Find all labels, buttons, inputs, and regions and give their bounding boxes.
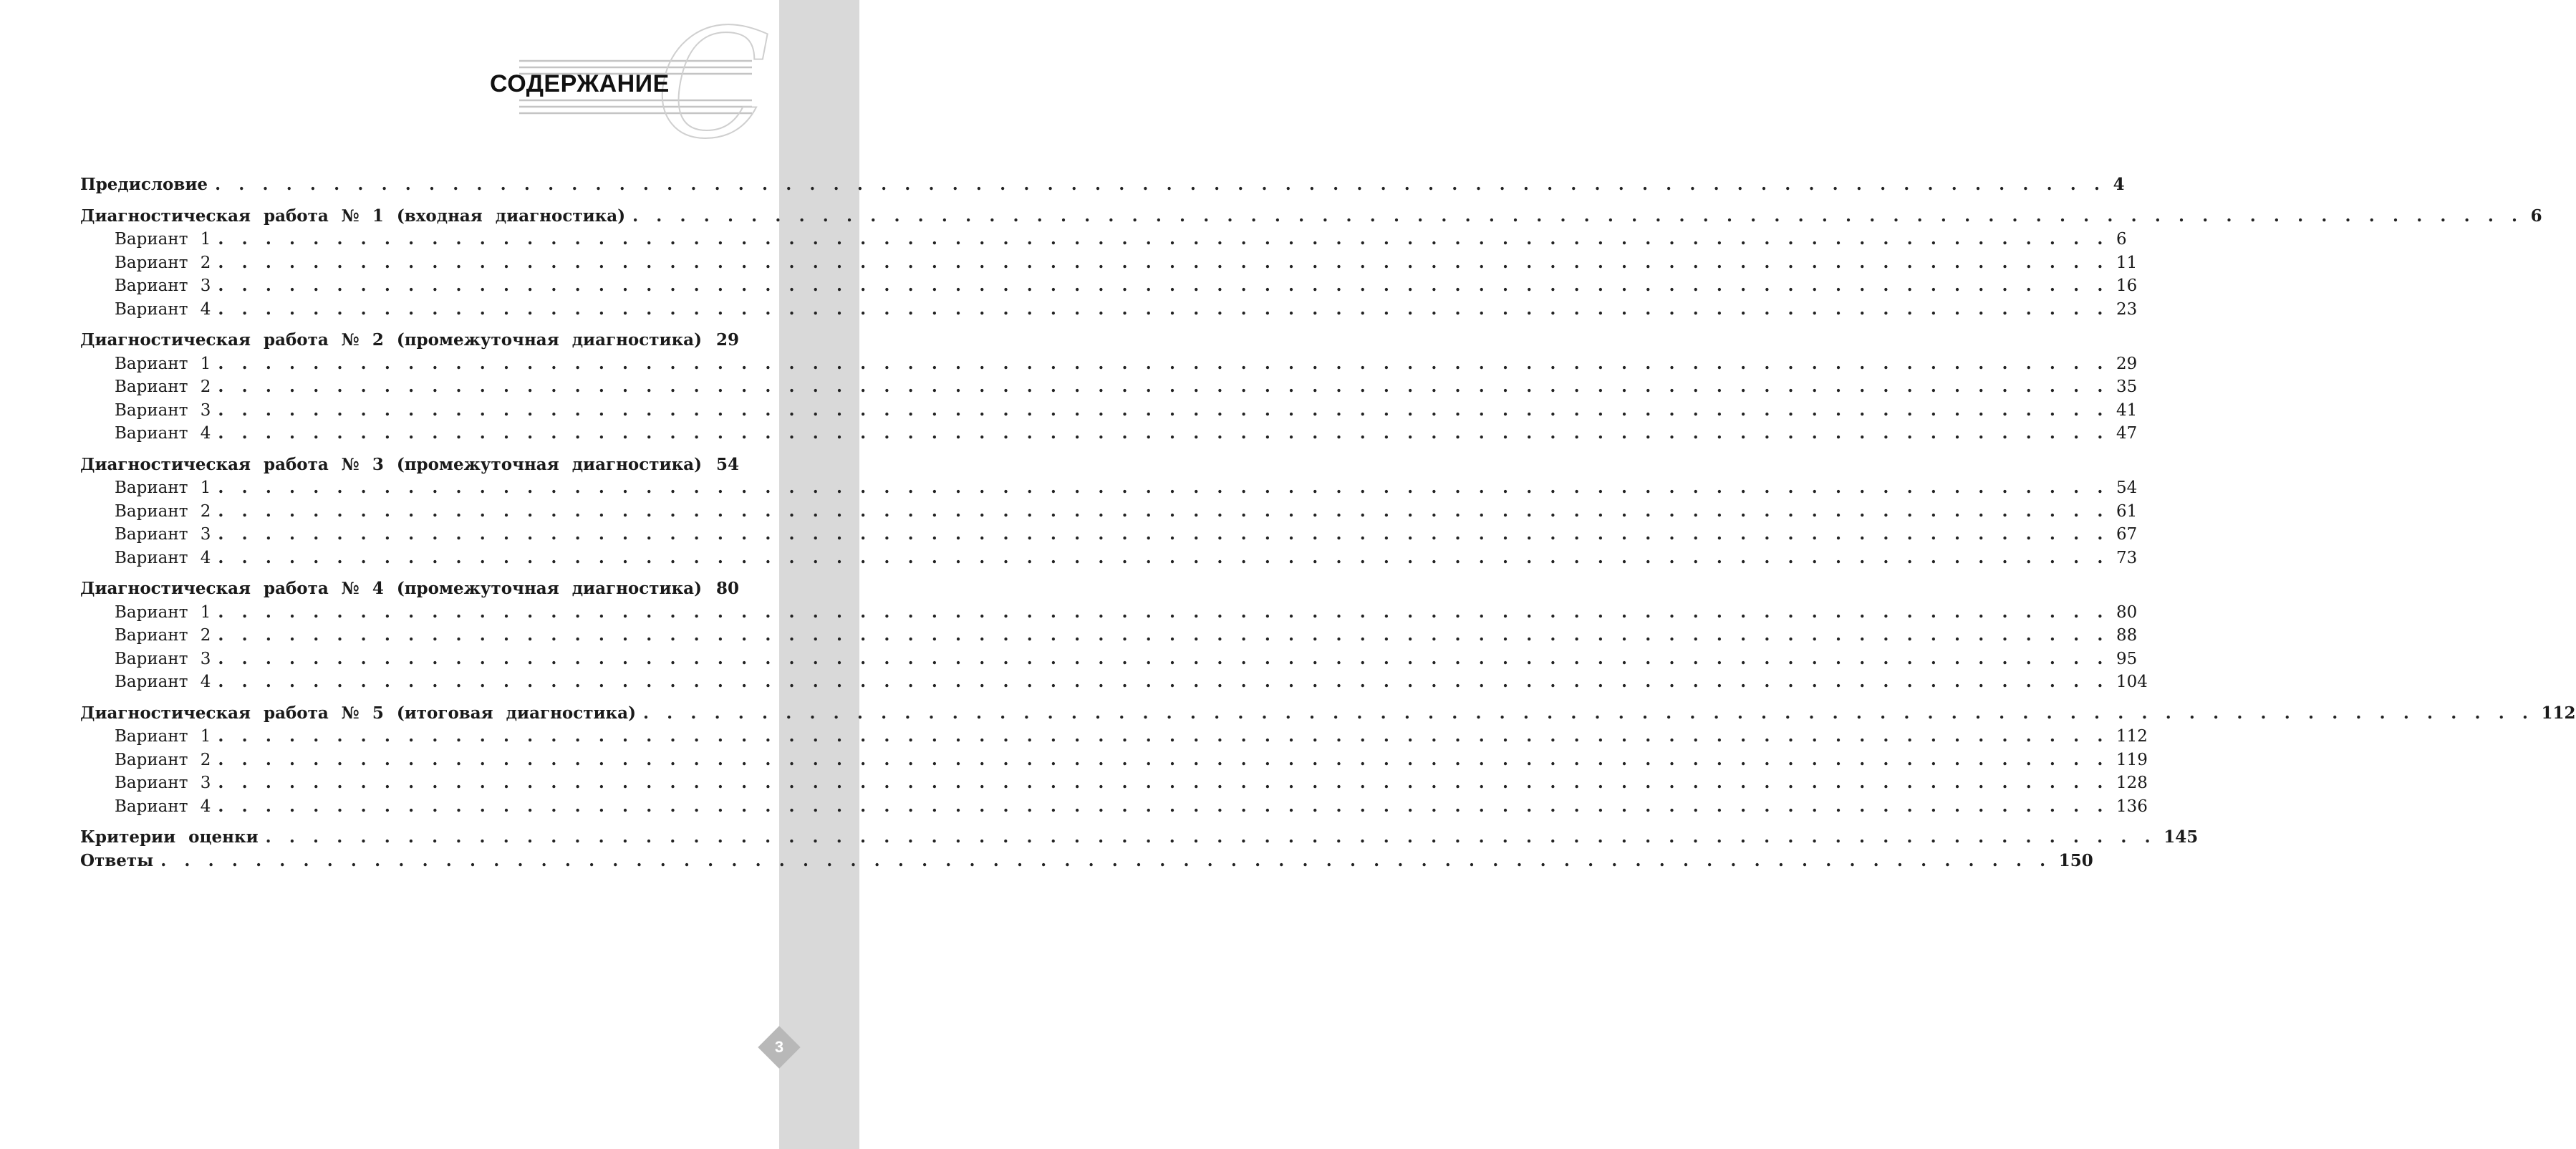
toc-entry-page: 29 — [2116, 354, 2138, 373]
toc-section-row[interactable] — [80, 205, 2542, 229]
toc-subsection-row[interactable] — [80, 523, 2138, 547]
toc-entry-page: 16 — [2116, 277, 2138, 295]
toc-subsection-row[interactable] — [80, 298, 2138, 322]
toc-entry-label: Вариант 3 — [115, 277, 211, 295]
toc-leader-dots: . . . . . . . . . . . . . . . . . . . . . . . . . . . . . . . . . . . . . . . . . . . . . . . . . . . . . . . . . . . . . . . . . . . . . . . . . . . . . . . . — [218, 796, 2109, 816]
toc-entry-page: 128 — [2116, 774, 2148, 792]
toc-entry-page: 23 — [2116, 299, 2138, 319]
toc-section-row[interactable] — [80, 329, 739, 352]
toc-entry-label: Вариант 3 — [115, 774, 211, 792]
toc-section-row[interactable] — [80, 702, 2576, 726]
toc-leader-dots: . . . . . . . . . . . . . . . . . . . . . . . . . . . . . . . . . . . . . . . . . . . . . . . . . . . . . . . . . . . . . . . . . . . . . . . . . . . . . . . . — [218, 299, 2109, 319]
toc-entry-label: Вариант 1 — [115, 354, 211, 373]
toc-entry-label: Вариант 2 — [115, 626, 211, 645]
toc-entry-page: 80 — [2116, 602, 2138, 622]
toc-entry-label: Вариант 4 — [115, 797, 211, 816]
toc-subsection-row[interactable] — [80, 476, 2138, 500]
toc-entry-page: 112 — [2541, 703, 2576, 723]
toc-subsection-row[interactable] — [80, 352, 2138, 376]
toc-leader-dots: . . . . . . . . . . . . . . . . . . . . . . . . . . . . . . . . . . . . . . . . . . . . . . . . . . . . . . . . . . . . . . . . . . . . . . . . . . . . . . . . — [265, 827, 2157, 847]
toc-entry-label: Диагностическая работа № 3 (промежуточная диагностика) — [80, 454, 702, 474]
page-title: СОДЕРЖАНИЕ — [490, 70, 670, 97]
toc-entry-page: 119 — [2116, 750, 2148, 769]
toc-section-row[interactable] — [80, 173, 2125, 197]
toc-leader-dots: . . . . . . . . . . . . . . . . . . . . . . . . . . . . . . . . . . . . . . . . . . . . . . . . . . . . . . . . . . . . . . . . . . . . . . . . . . . . . . . . — [218, 672, 2109, 691]
toc-entry-page: 150 — [2058, 850, 2093, 870]
toc-subsection-row[interactable] — [80, 375, 2138, 399]
toc-entry-label: Диагностическая работа № 2 (промежуточная диагностика) — [80, 330, 702, 350]
toc-entry-page: 95 — [2116, 649, 2138, 668]
toc-entry-label: Предисловие — [80, 175, 208, 194]
toc-entry-page: 61 — [2116, 501, 2138, 521]
toc-subsection-row[interactable] — [80, 422, 2138, 446]
side-strip — [779, 0, 859, 1149]
toc-entry-page: 112 — [2116, 727, 2148, 746]
toc-subsection-row[interactable] — [80, 795, 2148, 819]
toc-gap — [80, 197, 729, 205]
toc-leader-dots: . . . . . . . . . . . . . . . . . . . . . . . . . . . . . . . . . . . . . . . . . . . . . . . . . . . . . . . . . . . . . . . . . . . . . . . . . . . . . . . . — [218, 229, 2109, 249]
toc-entry-page: 11 — [2116, 253, 2138, 272]
toc-leader-dots: . . . . . . . . . . . . . . . . . . . . . . . . . . . . . . . . . . . . . . . . . . . . . . . . . . . . . . . . . . . . . . . . . . . . . . . . . . . . . . . . — [218, 602, 2109, 622]
toc-subsection-row[interactable] — [80, 670, 2148, 694]
ornament-letter-c: С — [655, 0, 771, 172]
toc-leader-dots: . . . . . . . . . . . . . . . . . . . . . . . . . . . . . . . . . . . . . . . . . . . . . . . . . . . . . . . . . . . . . . . . . . . . . . . . . . . . . . . . — [218, 423, 2109, 443]
toc-entry-label: Вариант 4 — [115, 548, 211, 567]
toc-entry-label: Вариант 1 — [115, 602, 211, 622]
toc-entry-label: Вариант 1 — [115, 479, 211, 497]
toc-entry-page: 67 — [2116, 525, 2138, 544]
page-number-badge — [758, 1026, 801, 1069]
toc-entry-page: 54 — [715, 454, 739, 474]
toc-entry-page: 6 — [2530, 206, 2542, 226]
toc-entry-label: Критерии оценки — [80, 827, 259, 847]
toc-entry-page: 104 — [2116, 673, 2148, 691]
toc-entry-label: Ответы — [80, 850, 154, 870]
toc-entry-page: 73 — [2116, 548, 2138, 567]
toc-leader-dots: . . . . . . . . . . . . . . . . . . . . . . . . . . . . . . . . . . . . . . . . . . . . . . . . . . . . . . . . . . . . . . . . . . . . . . . . . . . . . . . . — [218, 276, 2109, 295]
toc-entry-page: 47 — [2116, 424, 2138, 443]
toc-subsection-row[interactable] — [80, 500, 2138, 524]
toc-entry-label: Вариант 3 — [115, 525, 211, 544]
toc-leader-dots: . . . . . . . . . . . . . . . . . . . . . . . . . . . . . . . . . . . . . . . . . . . . . . . . . . . . . . . . . . . . . . . . . . . . . . . . . . . . . . . . — [632, 206, 2524, 226]
toc-leader-dots: . . . . . . . . . . . . . . . . . . . . . . . . . . . . . . . . . . . . . . . . . . . . . . . . . . . . . . . . . . . . . . . . . . . . . . . . . . . . . . . . — [218, 377, 2109, 396]
toc-entry-page: 41 — [2116, 400, 2138, 420]
toc-leader-dots: . . . . . . . . . . . . . . . . . . . . . . . . . . . . . . . . . . . . . . . . . . . . . . . . . . . . . . . . . . . . . . . . . . . . . . . . . . . . . . . . — [160, 850, 2052, 870]
toc-leader-dots: . . . . . . . . . . . . . . . . . . . . . . . . . . . . . . . . . . . . . . . . . . . . . . . . . . . . . . . . . . . . . . . . . . . . . . . . . . . . . . . . — [642, 703, 2534, 723]
toc-entry-page: 4 — [2113, 175, 2125, 194]
toc-entry-label: Вариант 1 — [115, 727, 211, 746]
toc-leader-dots: . . . . . . . . . . . . . . . . . . . . . . . . . . . . . . . . . . . . . . . . . . . . . . . . . . . . . . . . . . . . . . . . . . . . . . . . . . . . . . . . — [218, 252, 2109, 272]
toc-section-row[interactable] — [80, 850, 2093, 873]
toc-leader-dots: . . . . . . . . . . . . . . . . . . . . . . . . . . . . . . . . . . . . . . . . . . . . . . . . . . . . . . . . . . . . . . . . . . . . . . . . . . . . . . . . — [218, 547, 2109, 567]
toc-entry-label: Диагностическая работа № 1 (входная диагностика) — [80, 206, 626, 226]
toc-subsection-row[interactable] — [80, 547, 2138, 570]
toc-entry-page: 136 — [2116, 797, 2148, 816]
toc-leader-dots: . . . . . . . . . . . . . . . . . . . . . . . . . . . . . . . . . . . . . . . . . . . . . . . . . . . . . . . . . . . . . . . . . . . . . . . . . . . . . . . . — [215, 175, 2106, 194]
toc-entry-label: Вариант 2 — [115, 750, 211, 769]
toc-subsection-row[interactable] — [80, 399, 2138, 423]
toc-section-row[interactable] — [80, 453, 739, 477]
toc-entry-page: 29 — [715, 330, 739, 350]
toc-entry-page: 54 — [2116, 479, 2138, 497]
toc-entry-page: 80 — [715, 579, 739, 598]
toc-entry-page: 6 — [2116, 230, 2127, 249]
toc-entry-label: Вариант 2 — [115, 378, 211, 396]
toc-subsection-row[interactable] — [80, 771, 2148, 795]
toc-gap — [80, 818, 729, 826]
toc-entry-label: Вариант 4 — [115, 299, 211, 319]
toc-leader-dots: . . . . . . . . . . . . . . . . . . . . . . . . . . . . . . . . . . . . . . . . . . . . . . . . . . . . . . . . . . . . . . . . . . . . . . . . . . . . . . . . — [218, 524, 2109, 544]
toc-entry-label: Вариант 3 — [115, 400, 211, 420]
toc-entry-label: Вариант 2 — [115, 253, 211, 272]
toc-subsection-row[interactable] — [80, 725, 2148, 749]
toc-entry-label: Вариант 3 — [115, 649, 211, 668]
toc-entry-label: Диагностическая работа № 5 (итоговая диагностика) — [80, 703, 636, 723]
toc-entry-label: Вариант 4 — [115, 424, 211, 443]
toc-subsection-row[interactable] — [80, 624, 2138, 648]
toc-section-row[interactable] — [80, 826, 2199, 850]
toc-gap — [80, 694, 729, 702]
toc-subsection-row[interactable] — [80, 648, 2138, 671]
toc-subsection-row[interactable] — [80, 251, 2138, 275]
toc-leader-dots: . . . . . . . . . . . . . . . . . . . . . . . . . . . . . . . . . . . . . . . . . . . . . . . . . . . . . . . . . . . . . . . . . . . . . . . . . . . . . . . . — [218, 625, 2109, 645]
toc-entry-label: Вариант 1 — [115, 230, 211, 249]
toc-leader-dots: . . . . . . . . . . . . . . . . . . . . . . . . . . . . . . . . . . . . . . . . . . . . . . . . . . . . . . . . . . . . . . . . . . . . . . . . . . . . . . . . — [218, 501, 2109, 521]
toc-leader-dots: . . . . . . . . . . . . . . . . . . . . . . . . . . . . . . . . . . . . . . . . . . . . . . . . . . . . . . . . . . . . . . . . . . . . . . . . . . . . . . . . — [218, 353, 2109, 373]
toc-leader-dots: . . . . . . . . . . . . . . . . . . . . . . . . . . . . . . . . . . . . . . . . . . . . . . . . . . . . . . . . . . . . . . . . . . . . . . . . . . . . . . . . — [218, 400, 2109, 420]
toc-section-row[interactable] — [80, 577, 739, 601]
toc-leader-dots: . . . . . . . . . . . . . . . . . . . . . . . . . . . . . . . . . . . . . . . . . . . . . . . . . . . . . . . . . . . . . . . . . . . . . . . . . . . . . . . . — [218, 773, 2109, 792]
toc-gap — [80, 321, 729, 329]
toc-entry-label: Диагностическая работа № 4 (промежуточная диагностика) — [80, 579, 702, 598]
toc-gap — [80, 569, 729, 577]
toc-leader-dots: . . . . . . . . . . . . . . . . . . . . . . . . . . . . . . . . . . . . . . . . . . . . . . . . . . . . . . . . . . . . . . . . . . . . . . . . . . . . . . . . — [218, 648, 2109, 668]
toc-leader-dots: . . . . . . . . . . . . . . . . . . . . . . . . . . . . . . . . . . . . . . . . . . . . . . . . . . . . . . . . . . . . . . . . . . . . . . . . . . . . . . . . — [218, 749, 2109, 769]
toc-gap — [80, 446, 729, 453]
toc-entry-page: 35 — [2116, 378, 2138, 396]
toc-subsection-row[interactable] — [80, 228, 2127, 251]
toc-entry-label: Вариант 4 — [115, 673, 211, 691]
toc-subsection-row[interactable] — [80, 274, 2138, 298]
toc-leader-dots: . . . . . . . . . . . . . . . . . . . . . . . . . . . . . . . . . . . . . . . . . . . . . . . . . . . . . . . . . . . . . . . . . . . . . . . . . . . . . . . . — [218, 726, 2109, 746]
toc-leader-dots: . . . . . . . . . . . . . . . . . . . . . . . . . . . . . . . . . . . . . . . . . . . . . . . . . . . . . . . . . . . . . . . . . . . . . . . . . . . . . . . . — [218, 478, 2109, 497]
table-of-contents — [80, 173, 2576, 872]
toc-entry-page: 145 — [2163, 827, 2199, 847]
toc-subsection-row[interactable] — [80, 601, 2138, 625]
toc-entry-page: 88 — [2116, 626, 2138, 645]
page-number: 3 — [774, 1038, 784, 1056]
toc-entry-label: Вариант 2 — [115, 501, 211, 521]
toc-subsection-row[interactable] — [80, 749, 2148, 772]
